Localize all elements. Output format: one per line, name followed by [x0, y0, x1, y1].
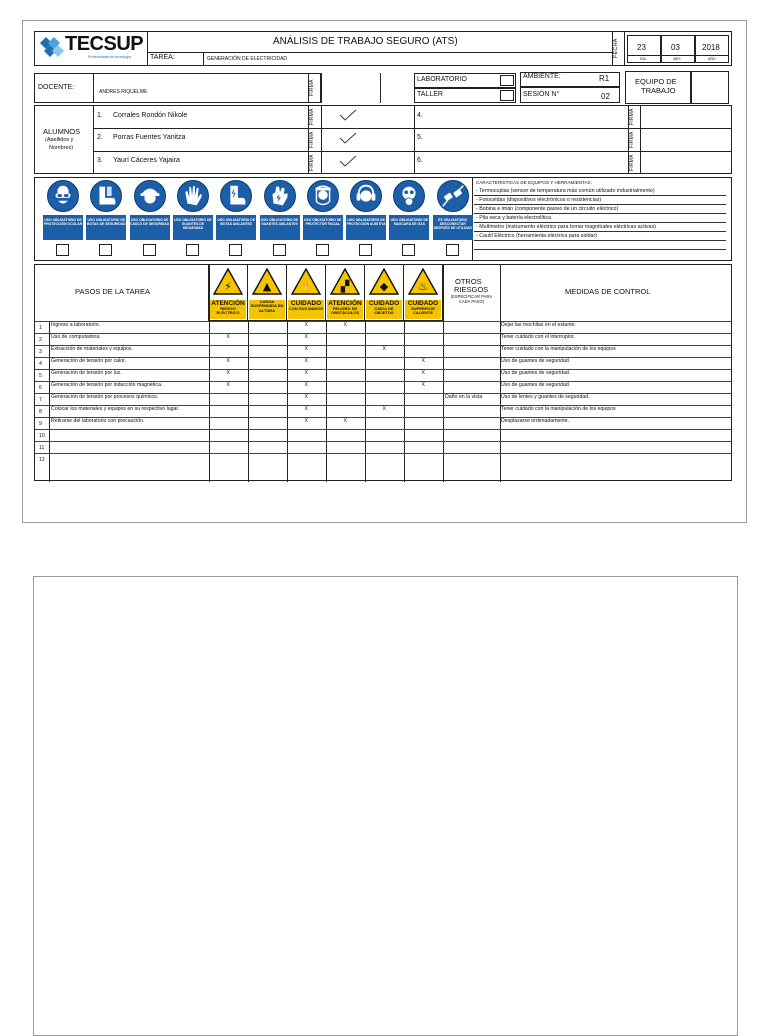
step-number: 11: [39, 444, 45, 451]
svg-text:▞: ▞: [340, 280, 350, 293]
ppe-checkbox[interactable]: [186, 244, 199, 256]
tecsup-logo: [36, 33, 146, 63]
medida-control: Dejar las mochilas en el estante.: [501, 322, 576, 328]
taller-checkbox[interactable]: [500, 90, 514, 101]
hazard-mark: X: [304, 394, 308, 400]
ppe-icons: [35, 178, 472, 260]
otros-header-line1: OTROS: [455, 277, 482, 286]
falling-objects-warning-icon: [369, 268, 399, 295]
svg-text:▲: ▲: [262, 280, 272, 293]
alumno-1-name: Corrales Rondón Nikole: [113, 112, 188, 119]
alumnos-sublabel-1: (Apellidos y: [45, 137, 74, 143]
hazard-mark: X: [304, 334, 308, 340]
ppe-checkbox[interactable]: [143, 244, 156, 256]
laboratorio-label: LABORATORIO: [417, 76, 467, 83]
step-number: 2: [39, 336, 42, 343]
alumno-2-name: Porras Fuentes Yanitza: [113, 134, 186, 141]
alumno-3-firma-label: FIRMA: [309, 154, 315, 171]
hazard-label: [210, 300, 246, 319]
hazard-mark: X: [421, 382, 425, 388]
step-number: 1: [39, 324, 42, 331]
ppe-label: USO OBLIGATORIO DE MASCARA DE GAS: [389, 215, 429, 240]
date-year-label: AÑO: [708, 57, 716, 61]
blank-page: [33, 576, 738, 1036]
hazard-mark: X: [304, 406, 308, 412]
equipo-label-line2: TRABAJO: [641, 86, 676, 95]
hazard-subtitle: CON SUS MANOS: [288, 306, 324, 311]
task-table: [34, 264, 732, 481]
hazard-header: [325, 264, 365, 321]
alumno-5-num: 5.: [417, 134, 423, 141]
ambiente-value: R1: [599, 74, 610, 83]
svg-text:◆: ◆: [379, 280, 389, 293]
medida-control: Desplazarse ordenadamente.: [501, 418, 570, 424]
medida-control: Uso de guantes de seguridad.: [501, 358, 571, 364]
alumno-5-firma-label: FIRMA: [629, 131, 635, 148]
alumnos-label: ALUMNOS: [43, 127, 81, 136]
hazard-subtitle: CAÍDA DE OBJETOS: [374, 306, 394, 316]
step-description: Ingreso a laboratorio.: [51, 322, 101, 328]
hazard-mark: X: [382, 346, 386, 352]
ppe-label: USO OBLIGATORIO DE BOTAS AISLANTES: [216, 215, 256, 240]
docente-row: [34, 73, 321, 103]
alumno-6-num: 6.: [417, 157, 423, 164]
gas-mask-icon: [393, 180, 425, 212]
row-divider: [35, 441, 731, 442]
row-divider: [35, 453, 731, 454]
step-description: Generación de tensión por calor.: [51, 358, 126, 364]
hazard-title: ATENCIÓN: [328, 300, 362, 307]
hardhat-icon: [134, 180, 166, 212]
ppe-checkbox[interactable]: [402, 244, 415, 256]
tarea-label: TAREA:: [150, 54, 175, 61]
unplug-icon: [437, 180, 469, 212]
alumno-2-signature-check-icon: [339, 132, 357, 144]
column-divider: [443, 265, 444, 482]
ppe-checkbox[interactable]: [316, 244, 329, 256]
svg-text:✋: ✋: [299, 280, 313, 293]
equipment-item: - Pila seca y batería electrolítica: [474, 214, 726, 223]
electric-shock-warning-icon: [213, 268, 243, 295]
ppe-checkbox[interactable]: [56, 244, 69, 256]
step-description: Extracción de materiales y equipos.: [51, 346, 133, 352]
hazard-header: [247, 264, 287, 321]
step-number: 5: [39, 372, 42, 379]
medida-control: Uso de guantes de seguridad.: [501, 382, 571, 388]
medidas-header: MEDIDAS DE CONTROL: [565, 287, 651, 296]
alumno-4-num: 4.: [417, 112, 423, 119]
hazard-header: [403, 264, 443, 321]
hazard-subtitle: PELIGRO DE OBSTÁCULOS: [331, 306, 359, 316]
step-number: 9: [39, 420, 42, 427]
medida-control: Uso de guantes de seguridad.: [501, 370, 571, 376]
equipment-item-blank: [474, 241, 726, 250]
step-number: 3: [39, 348, 42, 355]
docente-name: ANDRES RIQUELME: [99, 89, 148, 95]
hazard-subtitle: SUPERFICIE CALIENTE: [410, 306, 435, 316]
hazard-header: [286, 264, 326, 321]
hazard-mark: X: [421, 370, 425, 376]
ppe-label: USO OBLIGATORIO DE GUANTES DE SEGURIDAD: [173, 215, 213, 240]
medida-control: Tener cuidado con la manipulación de los equipos: [501, 346, 616, 352]
step-number: 12: [39, 456, 45, 463]
hot-surface-warning-icon: [408, 268, 438, 295]
trip-warning-icon: [330, 268, 360, 295]
equipo-label-line1: EQUIPO DE: [635, 77, 677, 86]
ambiente-label: AMBIENTE:: [523, 73, 561, 80]
alumno-4-firma-label: FIRMA: [629, 108, 635, 125]
step-description: Generación de tensión por procesos químicos.: [51, 394, 159, 400]
hazard-label: [327, 300, 363, 319]
row-divider: [35, 429, 731, 430]
hazard-label: [405, 300, 441, 319]
ppe-label: USO OBLIGATORIO DE PROTECTOR FACIAL: [303, 215, 343, 240]
step-number: 8: [39, 408, 42, 415]
alumno-6-firma-label: FIRMA: [629, 154, 635, 171]
date-month: 03: [671, 43, 680, 52]
insulated-gloves-icon: [264, 180, 296, 212]
hazard-title: CUIDADO: [290, 300, 322, 307]
medida-control: Uso de lentes y guantes de seguridad.: [501, 394, 590, 400]
alumno-1-signature-check-icon: [339, 109, 357, 121]
hazard-mark: X: [343, 322, 347, 328]
ppe-checkbox[interactable]: [273, 244, 286, 256]
hazard-mark: X: [304, 346, 308, 352]
hazard-mark: X: [343, 418, 347, 424]
hazard-mark: X: [226, 382, 230, 388]
row-divider: [35, 369, 731, 370]
step-description: Uso de computadora.: [51, 334, 101, 340]
equipment-title: CARACTERÍSTICAS DE EQUIPOS Y HERRAMIENTAS:: [476, 180, 592, 185]
laboratorio-checkbox[interactable]: [500, 75, 514, 86]
ppe-label: ES OBLIGATORIO DESCONECTAR DESPUÉS DE UTILIZAR: [433, 215, 473, 240]
hazard-subtitle: RIESGO ELÉCTRICO: [216, 306, 240, 316]
hazard-header: [364, 264, 404, 321]
hazard-mark: X: [382, 406, 386, 412]
hazard-title: ATENCIÓN: [211, 300, 245, 307]
equipment-list: [474, 187, 726, 253]
suspended-load-warning-icon: [252, 268, 282, 295]
hazard-label: [288, 300, 324, 319]
equipment-item: - Fotoceldas (dispositivos electrónicos o resistencias): [474, 196, 726, 205]
ppe-label: USO OBLIGATORIO DE PROTECCIÓN AUDITIVA: [346, 215, 386, 240]
ppe-label: USO OBLIGATORIO DE GUANTES AISLANTES: [260, 215, 300, 240]
date-day: 23: [637, 43, 646, 52]
row-divider: [35, 357, 731, 358]
equipment-item: - Multímetro (instrumento eléctrico para tomar magnitudes eléctricas activas): [474, 223, 726, 232]
date-block: [627, 35, 729, 63]
docente-label: DOCENTE:: [38, 84, 75, 91]
step-description: Generación de tensión por inducción magnética.: [51, 382, 163, 388]
hazard-label: [366, 300, 402, 319]
boots-icon: [90, 180, 122, 212]
step-number: 6: [39, 384, 42, 391]
goggles-icon: [47, 180, 79, 212]
document-title: ANÁLISIS DE TRABAJO SEGURO (ATS): [273, 36, 458, 47]
sesion-label: SESIÓN N°: [523, 91, 560, 98]
date-day-label: DÍA: [640, 57, 646, 61]
medida-control: Tener cuidado con la manipulación de los equipos: [501, 406, 616, 412]
hazard-subtitle: CARGA SUSPENDIDA EN ALTURA: [250, 299, 284, 313]
hazard-title: CUIDADO: [407, 300, 439, 307]
alumno-3-num: 3.: [97, 157, 103, 164]
sesion-value: 02: [601, 92, 610, 101]
ppe-checkbox[interactable]: [229, 244, 242, 256]
equipment-item: - Cautil Eléctrico (herramienta eléctrica para soldar): [474, 232, 726, 241]
logo-mark-icon: [38, 35, 68, 59]
logo-tagline: Profesionales en tecnología: [88, 55, 132, 59]
docente-firma-label: FIRMA: [309, 79, 315, 97]
row-divider: [35, 333, 731, 334]
alumno-3-signature-check-icon: [339, 155, 357, 167]
svg-text:♨: ♨: [418, 280, 428, 293]
equipo-number-box[interactable]: [691, 71, 729, 104]
hand-crush-warning-icon: [291, 268, 321, 295]
hazard-header: [208, 264, 248, 321]
hazard-mark: X: [226, 370, 230, 376]
header-divider: [35, 321, 731, 322]
hazard-mark: X: [304, 322, 308, 328]
face-shield-icon: [307, 180, 339, 212]
step-number: 4: [39, 360, 42, 367]
hazard-label: [249, 300, 285, 319]
otros-header-sub: (ESPECIFICAR PARA CADA PASO): [450, 294, 493, 304]
alumno-1-num: 1.: [97, 112, 103, 119]
fecha-label: FECHA: [613, 38, 619, 59]
otros-header-line2: RIESGOS: [454, 285, 489, 294]
logo-text: TECSUP: [65, 33, 144, 55]
column-divider: [209, 265, 210, 482]
alumno-3-name: Yauri Cáceres Yajaira: [113, 157, 180, 164]
alumno-2-firma-label: FIRMA: [309, 131, 315, 148]
alumno-1-firma-label: FIRMA: [309, 108, 315, 125]
ppe-label: USO OBLIGATORIO DE BOTAS DE SEGURIDAD: [86, 215, 126, 240]
equipment-item: - Bobina e imán (componente pasivo de un circuito eléctrico): [474, 205, 726, 214]
ppe-checkbox[interactable]: [446, 244, 459, 256]
ppe-label: USO OBLIGATORIO DE CASCO DE SEGURIDAD: [130, 215, 170, 240]
otros-riesgos-value: Daño en la vista: [445, 394, 483, 400]
date-year: 2018: [702, 43, 720, 52]
svg-text:⚡: ⚡: [224, 280, 232, 293]
taller-label: TALLER: [417, 91, 443, 98]
insulated-boots-icon: [220, 180, 252, 212]
alumno-2-num: 2.: [97, 134, 103, 141]
hazard-mark: X: [304, 382, 308, 388]
ats-form-page: [22, 20, 747, 523]
tarea-value: GENERACIÓN DE ELECTRICIDAD: [207, 56, 288, 62]
alumnos-sublabel-2: Nombres): [49, 145, 74, 151]
hazard-mark: X: [421, 358, 425, 364]
medida-control: Tener cuidado con el interruptor.: [501, 334, 576, 340]
step-number: 7: [39, 396, 42, 403]
step-description: Retirarse del laboratorio con precaución.: [51, 418, 145, 424]
ppe-checkbox[interactable]: [99, 244, 112, 256]
ppe-label: USO OBLIGATORIO DE PROTECCIÓN OCULAR: [43, 215, 83, 240]
hazard-title: CUIDADO: [368, 300, 400, 307]
gloves-icon: [177, 180, 209, 212]
pasos-header: PASOS DE LA TAREA: [75, 287, 151, 296]
ppe-checkbox[interactable]: [359, 244, 372, 256]
date-month-label: MES: [673, 57, 681, 61]
hazard-mark: X: [226, 334, 230, 340]
hazard-mark: X: [304, 418, 308, 424]
step-description: Colocar los materiales y equipos en su respectivo lugar.: [51, 406, 180, 412]
step-number: 10: [39, 432, 45, 439]
hazard-mark: X: [304, 370, 308, 376]
hazard-mark: X: [226, 358, 230, 364]
step-description: Generación de tensión por luz.: [51, 370, 122, 376]
ear-protection-icon: [350, 180, 382, 212]
equipment-item: - Termocuplas (sensor de temperatura más común utilizado industrialmente): [474, 187, 726, 196]
hazard-mark: X: [304, 358, 308, 364]
